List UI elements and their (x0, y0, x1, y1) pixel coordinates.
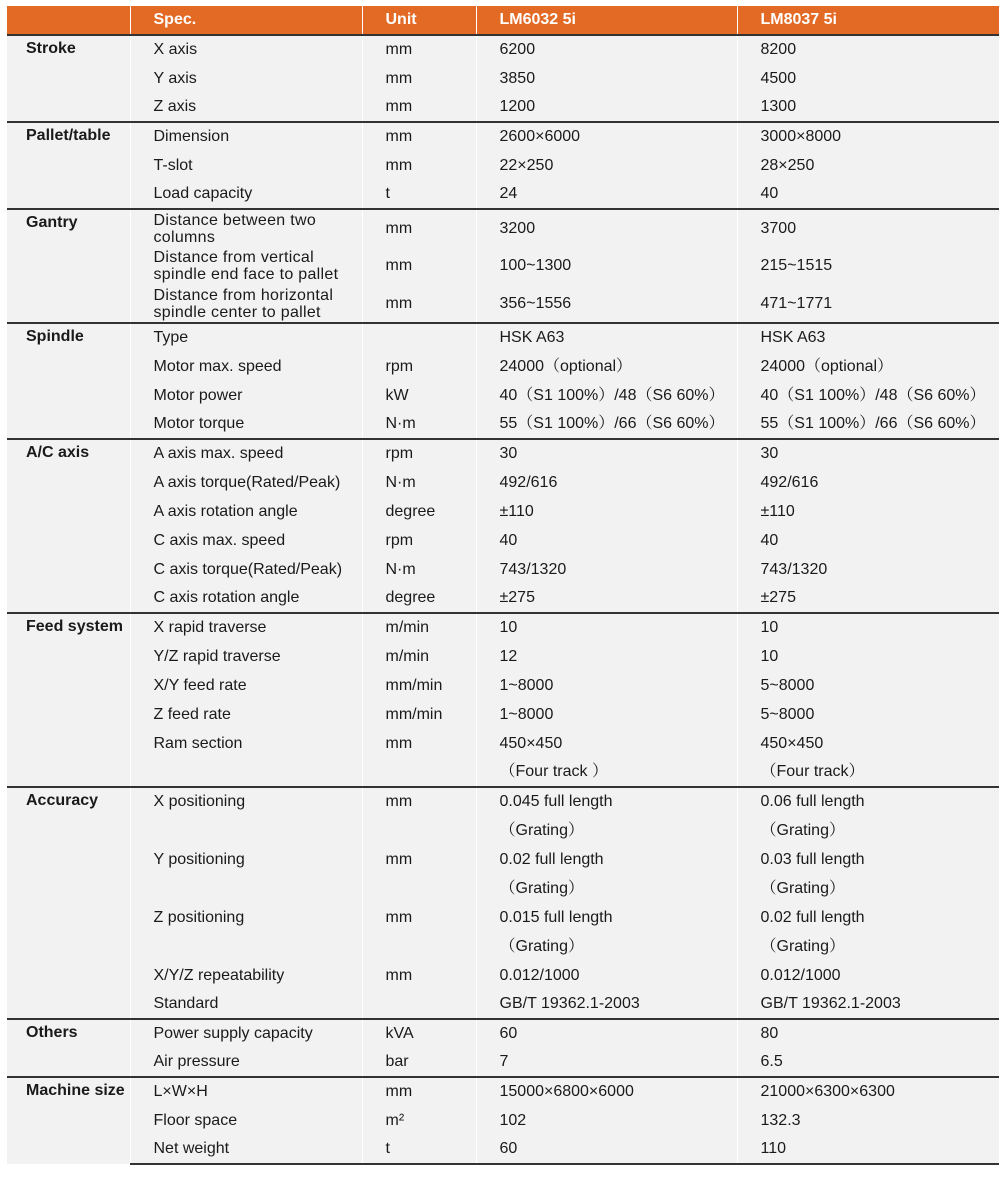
table-header-row (7, 6, 999, 35)
spec-cell: C axis rotation angle (130, 584, 362, 613)
lm6032-value-cell: 60 (476, 1135, 737, 1164)
lm8037-value-cell: 1300 (737, 93, 999, 122)
unit-cell: mm (362, 1077, 476, 1106)
table-row (7, 180, 999, 209)
table-body (7, 35, 999, 1164)
group-label: Spindle (7, 323, 130, 439)
lm8037-value-cell: 40 (737, 180, 999, 209)
unit-cell: m/min (362, 613, 476, 642)
lm8037-value-cell: ±110 (737, 497, 999, 526)
table-row (7, 352, 999, 381)
spec-cell: Y/Z rapid traverse (130, 642, 362, 671)
lm8037-value-cell: 0.06 full length (737, 787, 999, 816)
table-row (7, 990, 999, 1019)
spec-cell: Distance from vertical spindle end face to pallet (130, 247, 362, 285)
group-label: A/C axis (7, 439, 130, 613)
table-row (7, 209, 999, 247)
lm6032-value-cell: 0.02 full length (476, 845, 737, 874)
unit-cell: rpm (362, 526, 476, 555)
lm6032-value-cell: 0.012/1000 (476, 961, 737, 990)
lm8037-value-cell: 492/616 (737, 468, 999, 497)
spec-cell: X/Y/Z repeatability (130, 961, 362, 990)
lm6032-value-cell: 0.015 full length (476, 903, 737, 932)
lm8037-value-cell: 450×450 (737, 729, 999, 758)
lm6032-value-cell: 12 (476, 642, 737, 671)
unit-cell: mm (362, 285, 476, 323)
unit-cell (362, 758, 476, 787)
spec-cell (130, 758, 362, 787)
lm6032-value-cell: 356~1556 (476, 285, 737, 323)
spec-sheet (7, 6, 999, 1165)
spec-cell (130, 932, 362, 961)
lm8037-value-cell: HSK A63 (737, 323, 999, 352)
unit-cell: m² (362, 1106, 476, 1135)
lm8037-value-cell: 40 (737, 526, 999, 555)
lm8037-value-cell: （Grating） (737, 874, 999, 903)
lm6032-value-cell: 40（S1 100%）/48（S6 60%） (476, 381, 737, 410)
unit-cell (362, 874, 476, 903)
group-label: Others (7, 1019, 130, 1077)
table-row (7, 1019, 999, 1048)
table-row (7, 1077, 999, 1106)
group-label: Gantry (7, 209, 130, 323)
table-row (7, 932, 999, 961)
table-row (7, 642, 999, 671)
lm8037-value-cell: 743/1320 (737, 555, 999, 584)
unit-cell (362, 323, 476, 352)
table-row (7, 468, 999, 497)
lm6032-value-cell: 1~8000 (476, 671, 737, 700)
lm8037-value-cell: 3700 (737, 209, 999, 247)
table-row (7, 526, 999, 555)
lm6032-value-cell: （Grating） (476, 874, 737, 903)
unit-cell: mm (362, 151, 476, 180)
lm8037-value-cell: 6.5 (737, 1048, 999, 1077)
lm8037-value-cell: 40（S1 100%）/48（S6 60%） (737, 381, 999, 410)
unit-cell (362, 990, 476, 1019)
unit-cell: N·m (362, 410, 476, 439)
spec-cell: A axis max. speed (130, 439, 362, 468)
lm8037-value-cell: ±275 (737, 584, 999, 613)
unit-cell: mm (362, 64, 476, 93)
spec-cell: Y positioning (130, 845, 362, 874)
table-row (7, 93, 999, 122)
unit-cell: mm (362, 729, 476, 758)
spec-cell: X positioning (130, 787, 362, 816)
lm8037-value-cell: 10 (737, 642, 999, 671)
lm6032-value-cell: 492/616 (476, 468, 737, 497)
spec-cell: Distance between two columns (130, 209, 362, 247)
lm8037-value-cell: 5~8000 (737, 671, 999, 700)
spec-cell: Ram section (130, 729, 362, 758)
spec-cell: Power supply capacity (130, 1019, 362, 1048)
spec-cell: A axis rotation angle (130, 497, 362, 526)
unit-cell: mm/min (362, 671, 476, 700)
spec-cell: Standard (130, 990, 362, 1019)
table-row (7, 410, 999, 439)
unit-cell: mm (362, 209, 476, 247)
table-row (7, 122, 999, 151)
lm6032-value-cell: 40 (476, 526, 737, 555)
specification-table (7, 6, 999, 1165)
lm6032-value-cell: GB/T 19362.1-2003 (476, 990, 737, 1019)
spec-cell: Load capacity (130, 180, 362, 209)
spec-cell: Motor torque (130, 410, 362, 439)
lm6032-value-cell: 3850 (476, 64, 737, 93)
spec-cell: T-slot (130, 151, 362, 180)
lm6032-value-cell: 450×450 (476, 729, 737, 758)
spec-cell: Motor max. speed (130, 352, 362, 381)
unit-cell: t (362, 180, 476, 209)
lm8037-value-cell: （Four track） (737, 758, 999, 787)
unit-cell: mm (362, 787, 476, 816)
unit-cell: bar (362, 1048, 476, 1077)
lm6032-value-cell: 2600×6000 (476, 122, 737, 151)
lm8037-value-cell: 471~1771 (737, 285, 999, 323)
lm6032-value-cell: 1200 (476, 93, 737, 122)
lm8037-value-cell: 30 (737, 439, 999, 468)
header-model-lm6032: LM6032 5i (476, 6, 737, 35)
table-row (7, 1048, 999, 1077)
table-row (7, 35, 999, 64)
table-row (7, 247, 999, 285)
lm8037-value-cell: 10 (737, 613, 999, 642)
lm6032-value-cell: 15000×6800×6000 (476, 1077, 737, 1106)
unit-cell: degree (362, 584, 476, 613)
lm8037-value-cell: 5~8000 (737, 700, 999, 729)
lm8037-value-cell: 0.03 full length (737, 845, 999, 874)
spec-cell: Motor power (130, 381, 362, 410)
lm6032-value-cell: （Grating） (476, 932, 737, 961)
lm6032-value-cell: 0.045 full length (476, 787, 737, 816)
table-row (7, 497, 999, 526)
lm8037-value-cell: 8200 (737, 35, 999, 64)
table-row (7, 874, 999, 903)
unit-cell: mm (362, 247, 476, 285)
table-row (7, 584, 999, 613)
lm8037-value-cell: （Grating） (737, 932, 999, 961)
header-model-lm8037: LM8037 5i (737, 6, 999, 35)
lm6032-value-cell: （Four track ） (476, 758, 737, 787)
unit-cell: mm (362, 93, 476, 122)
unit-cell: m/min (362, 642, 476, 671)
lm6032-value-cell: 24000（optional） (476, 352, 737, 381)
table-row (7, 961, 999, 990)
spec-cell: C axis torque(Rated/Peak) (130, 555, 362, 584)
lm8037-value-cell: GB/T 19362.1-2003 (737, 990, 999, 1019)
unit-cell: mm (362, 35, 476, 64)
unit-cell (362, 932, 476, 961)
lm8037-value-cell: 21000×6300×6300 (737, 1077, 999, 1106)
table-row (7, 729, 999, 758)
table-row (7, 787, 999, 816)
lm6032-value-cell: 100~1300 (476, 247, 737, 285)
lm6032-value-cell: HSK A63 (476, 323, 737, 352)
spec-cell (130, 874, 362, 903)
lm8037-value-cell: 55（S1 100%）/66（S6 60%） (737, 410, 999, 439)
unit-cell: t (362, 1135, 476, 1164)
spec-cell: Z positioning (130, 903, 362, 932)
spec-cell: Dimension (130, 122, 362, 151)
lm6032-value-cell: 10 (476, 613, 737, 642)
unit-cell: mm (362, 961, 476, 990)
table-row (7, 555, 999, 584)
group-label: Pallet/table (7, 122, 130, 209)
lm6032-value-cell: 30 (476, 439, 737, 468)
spec-cell (130, 816, 362, 845)
table-row (7, 1106, 999, 1135)
lm6032-value-cell: 743/1320 (476, 555, 737, 584)
spec-cell: Distance from horizontal spindle center to pallet (130, 285, 362, 323)
lm8037-value-cell: 3000×8000 (737, 122, 999, 151)
unit-cell: mm (362, 845, 476, 874)
unit-cell: N·m (362, 468, 476, 497)
unit-cell (362, 816, 476, 845)
spec-cell: C axis max. speed (130, 526, 362, 555)
table-row (7, 323, 999, 352)
header-spec: Spec. (130, 6, 362, 35)
lm6032-value-cell: ±275 (476, 584, 737, 613)
table-row (7, 285, 999, 323)
spec-cell: X rapid traverse (130, 613, 362, 642)
unit-cell: kVA (362, 1019, 476, 1048)
table-row (7, 671, 999, 700)
table-row (7, 758, 999, 787)
table-row (7, 381, 999, 410)
table-row (7, 700, 999, 729)
spec-cell: Type (130, 323, 362, 352)
lm8037-value-cell: 24000（optional） (737, 352, 999, 381)
lm6032-value-cell: 22×250 (476, 151, 737, 180)
spec-cell: Net weight (130, 1135, 362, 1164)
header-unit: Unit (362, 6, 476, 35)
table-row (7, 816, 999, 845)
table-row (7, 1135, 999, 1164)
lm6032-value-cell: （Grating） (476, 816, 737, 845)
lm8037-value-cell: 0.02 full length (737, 903, 999, 932)
table-row (7, 151, 999, 180)
spec-cell: A axis torque(Rated/Peak) (130, 468, 362, 497)
lm8037-value-cell: 132.3 (737, 1106, 999, 1135)
group-label: Feed system (7, 613, 130, 787)
spec-cell: Z feed rate (130, 700, 362, 729)
unit-cell: mm/min (362, 700, 476, 729)
lm6032-value-cell: 1~8000 (476, 700, 737, 729)
unit-cell: N·m (362, 555, 476, 584)
unit-cell: rpm (362, 352, 476, 381)
spec-cell: Air pressure (130, 1048, 362, 1077)
lm6032-value-cell: 3200 (476, 209, 737, 247)
unit-cell: rpm (362, 439, 476, 468)
lm6032-value-cell: 24 (476, 180, 737, 209)
header-group-column (7, 6, 130, 35)
spec-cell: X/Y feed rate (130, 671, 362, 700)
spec-cell: L×W×H (130, 1077, 362, 1106)
lm8037-value-cell: 80 (737, 1019, 999, 1048)
lm8037-value-cell: （Grating） (737, 816, 999, 845)
spec-cell: Z axis (130, 93, 362, 122)
lm8037-value-cell: 4500 (737, 64, 999, 93)
table-row (7, 613, 999, 642)
lm6032-value-cell: 55（S1 100%）/66（S6 60%） (476, 410, 737, 439)
lm6032-value-cell: ±110 (476, 497, 737, 526)
unit-cell: mm (362, 903, 476, 932)
lm6032-value-cell: 102 (476, 1106, 737, 1135)
lm8037-value-cell: 0.012/1000 (737, 961, 999, 990)
group-label: Stroke (7, 35, 130, 122)
spec-cell: X axis (130, 35, 362, 64)
spec-cell: Y axis (130, 64, 362, 93)
group-label: Accuracy (7, 787, 130, 1019)
lm6032-value-cell: 60 (476, 1019, 737, 1048)
group-label: Machine size (7, 1077, 130, 1164)
table-row (7, 64, 999, 93)
unit-cell: degree (362, 497, 476, 526)
table-row (7, 903, 999, 932)
table-row (7, 845, 999, 874)
lm8037-value-cell: 28×250 (737, 151, 999, 180)
lm6032-value-cell: 7 (476, 1048, 737, 1077)
unit-cell: kW (362, 381, 476, 410)
table-row (7, 439, 999, 468)
lm8037-value-cell: 110 (737, 1135, 999, 1164)
spec-cell: Floor space (130, 1106, 362, 1135)
lm8037-value-cell: 215~1515 (737, 247, 999, 285)
lm6032-value-cell: 6200 (476, 35, 737, 64)
unit-cell: mm (362, 122, 476, 151)
